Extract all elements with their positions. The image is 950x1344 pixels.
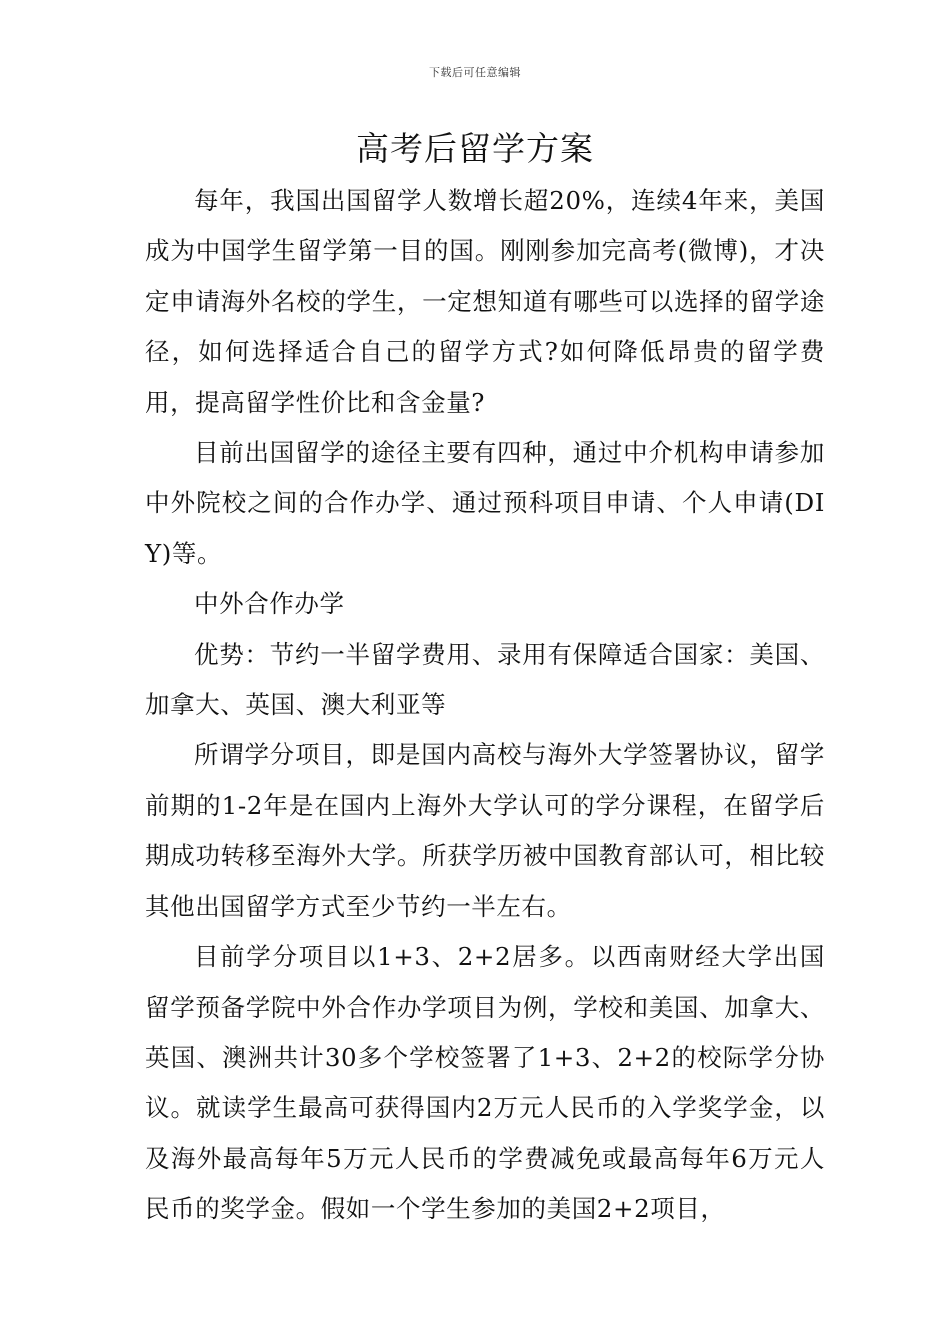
paragraph-advantages: 优势：节约一半留学费用、录用有保障适合国家：美国、加拿大、英国、澳大利亚等 (145, 639, 825, 720)
section-heading-cooperation: 中外合作办学 (194, 589, 345, 619)
paragraph-credit-program: 所谓学分项目，即是国内高校与海外大学签署协议，留学前期的1-2年是在国内上海外大学认可的学分课程，在留学后期成功转移至海外大学。所获学历被中国教育部认可，相比较其他出国留学方式至少节约一半左右。 (145, 740, 825, 921)
paragraph-routes: 目前出国留学的途径主要有四种，通过中介机构申请参加中外院校之间的合作办学、通过预科项目申请、个人申请(DIY)等。 (145, 438, 825, 568)
document-body (145, 176, 825, 1235)
paragraph-intro: 每年，我国出国留学人数增长超20%，连续4年来，美国成为中国学生留学第一目的国。刚刚参加完高考(微博)，才决定申请海外名校的学生，一定想知道有哪些可以选择的留学途径，如何选择适合自己的留学方式?如何降低昂贵的留学费用，提高留学性价比和含金量? (145, 186, 825, 417)
document-title: 高考后留学方案 (356, 129, 594, 168)
paragraph-example: 目前学分项目以1+3、2+2居多。以西南财经大学出国留学预备学院中外合作办学项目为例，学校和美国、加拿大、英国、澳洲共计30多个学校签署了1+3、2+2的校际学分协议。就读学生最高可获得国内2万元人民币的入学奖学金，以及海外最高每年5万元人民币的学费减免或最高每年6万元人民币的奖学金。假如一个学生参加的美国2+2项目， (145, 942, 825, 1224)
header-note: 下载后可任意编辑 (429, 66, 521, 79)
